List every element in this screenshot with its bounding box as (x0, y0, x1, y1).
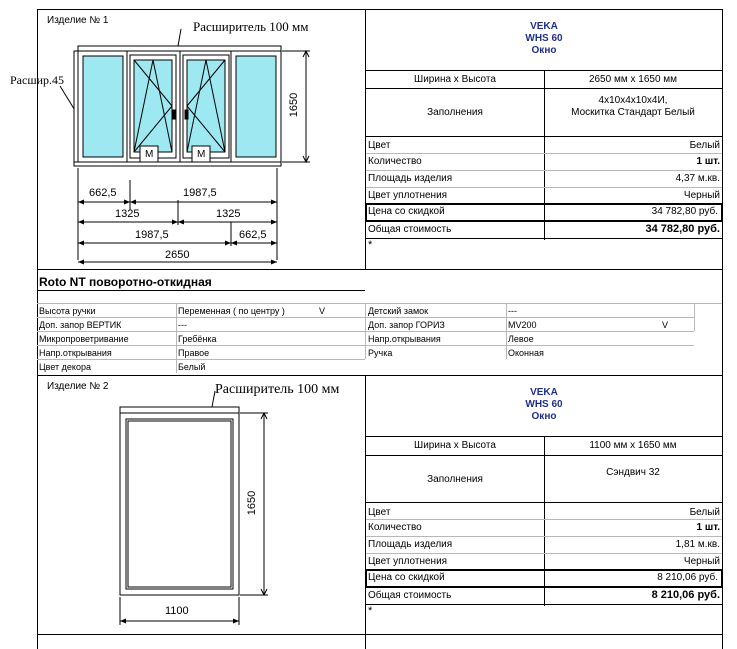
item2-price-value: 8 210,06 руб. (657, 572, 718, 583)
hw-right-value-2: Левое (508, 334, 534, 344)
item1-area-value: 4,37 м.кв. (675, 173, 720, 184)
item2-seal-value: Черный (683, 556, 720, 567)
item1-system: WHS 60 (525, 33, 563, 44)
item1-fill-label: Заполнения (427, 107, 483, 118)
item1-dim-row2-b: 1325 (216, 208, 241, 220)
item1-pane-4 (236, 56, 276, 157)
item1-product: Окно (531, 45, 557, 56)
item2-window-drawing (0, 375, 365, 634)
item1-brand: VEKA (530, 21, 558, 32)
hw-left-label-0: Высота ручки (39, 306, 96, 316)
item2-area-label: Площадь изделия (368, 539, 453, 550)
item1-dim-row3-b: 662,5 (239, 229, 267, 241)
item2-qty-value: 1 шт. (696, 522, 720, 533)
item2-product: Окно (531, 411, 557, 422)
item2-price-label: Цена со скидкой (368, 572, 445, 583)
item1-qty-label: Количество (368, 156, 422, 167)
item1-dim-height: 1650 (288, 92, 301, 118)
item1-expander-top-label: Расширитель 100 мм (193, 19, 309, 34)
item1-color-label: Цвет (368, 140, 391, 151)
item1-seal-value: Черный (683, 190, 720, 201)
item2-system: WHS 60 (525, 399, 563, 410)
hw-left-label-4: Цвет декора (39, 362, 91, 372)
item2-expander-top-label: Расширитель 100 мм (215, 382, 340, 397)
hw-right-extra-1: V (662, 320, 669, 330)
item2-dim-width: 1100 (165, 605, 189, 617)
item2-qty-label: Количество (368, 522, 422, 533)
item1-title: Изделие № 1 (47, 15, 109, 26)
hardware-title: Roto NT поворотно-откидная (39, 275, 212, 289)
item1-size-value: 2650 мм х 1650 мм (588, 74, 678, 85)
item1-price-value: 34 782,80 руб. (651, 206, 718, 217)
item2-seal-label: Цвет уплотнения (368, 556, 448, 567)
item2-color-label: Цвет (368, 507, 391, 518)
hw-left-value-4: Белый (178, 362, 206, 372)
item2-title: Изделие № 2 (47, 381, 109, 392)
item1-fill-value-1: 4х10х4х10х4И, (598, 95, 668, 106)
item2-brand: VEKA (530, 387, 558, 398)
item1-dim-row1-b: 1987,5 (183, 187, 217, 199)
item1-asterisk: * (368, 239, 373, 251)
item1-pane-3 (187, 60, 225, 152)
hw-right-label-0: Детский замок (368, 306, 429, 316)
item2-fill-value-1: Сэндвич 32 (606, 467, 660, 478)
hw-left-label-3: Напр.открывания (39, 348, 112, 358)
item1-sash-mark-right: М (197, 149, 206, 160)
item1-fill-value-2: Москитка Стандарт Белый (571, 107, 695, 118)
item1-pane-1 (83, 56, 123, 157)
hw-left-value-0: Переменная ( по центру ) (178, 306, 285, 316)
hw-right-value-3: Оконная (508, 348, 544, 358)
item1-dim-row3-a: 1987,5 (135, 229, 169, 241)
hw-right-label-3: Ручка (368, 348, 393, 358)
item1-bottom-border (37, 269, 722, 270)
item2-dim-height: 1650 (246, 490, 259, 516)
item1-dim-row2-a: 1325 (115, 208, 140, 220)
item2-size-label: Ширина х Высота (414, 440, 496, 451)
item2-size-value: 1100 мм х 1650 мм (589, 440, 677, 451)
hw-right-label-2: Напр.открывания (368, 334, 441, 344)
item1-area-label: Площадь изделия (368, 173, 453, 184)
item2-total-label: Общая стоимость (368, 590, 452, 601)
hw-left-label-2: Микропроветривание (39, 334, 129, 344)
item1-total-value: 34 782,80 руб. (645, 223, 720, 235)
item1-dim-total: 2650 (165, 249, 190, 261)
item1-size-label: Ширина х Высота (414, 74, 496, 85)
item1-pane-2 (134, 60, 172, 152)
item2-area-value: 1,81 м.кв. (675, 539, 720, 550)
outer-right-border (722, 9, 723, 649)
hw-right-value-0: --- (508, 306, 517, 316)
item2-color-value: Белый (689, 507, 720, 518)
item2-fill-label: Заполнения (427, 474, 483, 485)
hw-left-value-1: --- (178, 320, 187, 330)
item2-bottom-border (37, 634, 722, 635)
item1-qty-value: 1 шт. (696, 156, 720, 167)
hw-left-extra-0: V (319, 306, 326, 316)
item2-total-value: 8 210,06 руб. (651, 589, 720, 601)
hw-left-value-2: Гребёнка (178, 334, 217, 344)
item1-total-label: Общая стоимость (368, 224, 452, 235)
hw-left-label-1: Доп. запор ВЕРТИК (39, 320, 122, 330)
item1-expander-left-label: Расшир.45 (10, 73, 64, 87)
hw-left-value-3: Правое (178, 348, 210, 358)
hw-right-label-1: Доп. запор ГОРИЗ (368, 320, 445, 330)
item1-price-label: Цена со скидкой (368, 206, 445, 217)
item2-asterisk: * (368, 605, 373, 617)
hw-right-value-1: MV200 (508, 320, 537, 330)
item1-dim-row1-a: 662,5 (89, 187, 117, 199)
item1-sash-mark-left: М (145, 149, 154, 160)
item1-window-drawing (0, 0, 365, 269)
item1-color-value: Белый (689, 140, 720, 151)
item1-seal-label: Цвет уплотнения (368, 190, 448, 201)
